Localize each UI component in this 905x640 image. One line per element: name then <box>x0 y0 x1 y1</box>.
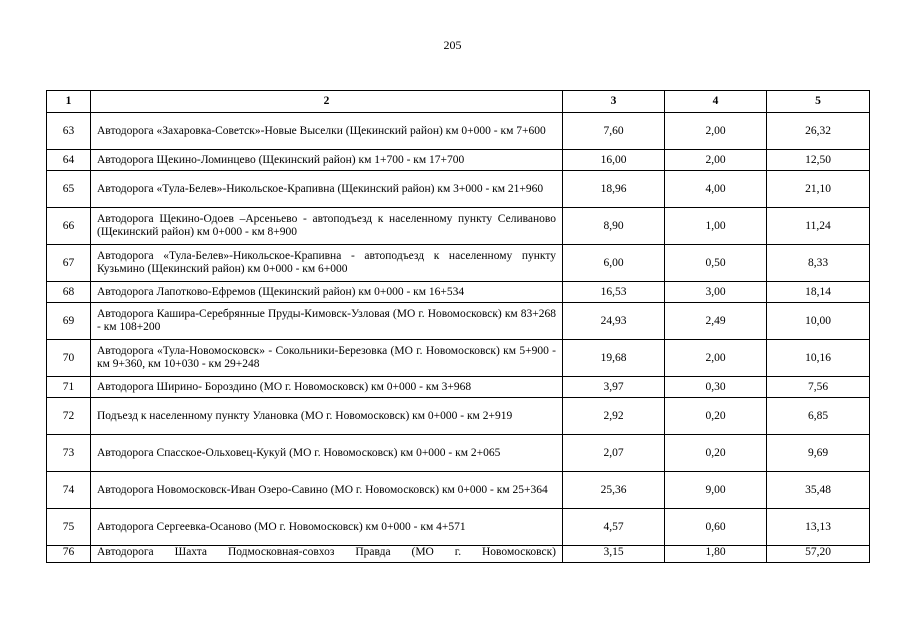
value-col-5: 6,85 <box>767 398 870 435</box>
road-name: Автодорога «Тула-Белев»-Никольское-Крапивна (Щекинский район) км 3+000 - км 21+960 <box>91 171 563 208</box>
value-col-4: 1,00 <box>665 208 767 245</box>
value-col-4: 2,00 <box>665 340 767 377</box>
value-col-3: 3,15 <box>563 546 665 563</box>
road-name: Автодорога Щекино-Одоев –Арсеньево - автоподъезд к населенному пункту Селиваново (Щекинский район) км 0+000 - км 8+900 <box>91 208 563 245</box>
value-col-3: 6,00 <box>563 245 665 282</box>
table-row <box>47 377 870 398</box>
table-row <box>47 150 870 171</box>
value-col-3: 16,53 <box>563 282 665 303</box>
row-number: 71 <box>47 377 91 398</box>
row-number: 69 <box>47 303 91 340</box>
value-col-5: 9,69 <box>767 435 870 472</box>
value-col-5: 18,14 <box>767 282 870 303</box>
value-col-3: 24,93 <box>563 303 665 340</box>
road-name: Автодорога Щекино-Ломинцево (Щекинский район) км 1+700 - км 17+700 <box>91 150 563 171</box>
table-row <box>47 398 870 435</box>
value-col-3: 2,92 <box>563 398 665 435</box>
table-row <box>47 208 870 245</box>
table-row <box>47 113 870 150</box>
value-col-3: 3,97 <box>563 377 665 398</box>
value-col-5: 12,50 <box>767 150 870 171</box>
road-name: Автодорога Кашира-Серебрянные Пруды-Кимовск-Узловая (МО г. Новомосковск) км 83+268 - км 108+200 <box>91 303 563 340</box>
value-col-4: 1,80 <box>665 546 767 563</box>
value-col-5: 8,33 <box>767 245 870 282</box>
value-col-3: 19,68 <box>563 340 665 377</box>
value-col-3: 16,00 <box>563 150 665 171</box>
roads-table <box>46 90 870 563</box>
page-number: 205 <box>443 38 462 52</box>
value-col-4: 3,00 <box>665 282 767 303</box>
value-col-5: 7,56 <box>767 377 870 398</box>
row-number: 70 <box>47 340 91 377</box>
value-col-5: 26,32 <box>767 113 870 150</box>
value-col-4: 0,20 <box>665 435 767 472</box>
road-name: Автодорога «Тула-Новомосковск» - Сокольники-Березовка (МО г. Новомосковск) км 5+900 - км 9+360, км 10+030 - км 29+248 <box>91 340 563 377</box>
header-row <box>47 91 870 113</box>
road-name: Автодорога Лапотково-Ефремов (Щекинский район) км 0+000 - км 16+534 <box>91 282 563 303</box>
value-col-5: 10,16 <box>767 340 870 377</box>
value-col-3: 2,07 <box>563 435 665 472</box>
value-col-5: 35,48 <box>767 472 870 509</box>
value-col-4: 9,00 <box>665 472 767 509</box>
value-col-5: 21,10 <box>767 171 870 208</box>
row-number: 67 <box>47 245 91 282</box>
row-number: 65 <box>47 171 91 208</box>
row-number: 64 <box>47 150 91 171</box>
table-row <box>47 472 870 509</box>
row-number: 75 <box>47 509 91 546</box>
header-cell-2: 2 <box>91 91 563 113</box>
road-name: Автодорога Шахта Подмосковная-совхоз Правда (МО г. Новомосковск) <box>91 546 563 563</box>
road-name: Автодорога Спасское-Ольховец-Кукуй (МО г. Новомосковск) км 0+000 - км 2+065 <box>91 435 563 472</box>
row-number: 74 <box>47 472 91 509</box>
row-number: 68 <box>47 282 91 303</box>
row-number: 76 <box>47 546 91 563</box>
header-cell-5: 5 <box>767 91 870 113</box>
table-row <box>47 340 870 377</box>
value-col-4: 2,00 <box>665 150 767 171</box>
value-col-4: 0,30 <box>665 377 767 398</box>
road-name: Автодорога Ширино- Бороздино (МО г. Новомосковск) км 0+000 - км 3+968 <box>91 377 563 398</box>
value-col-4: 0,50 <box>665 245 767 282</box>
value-col-5: 10,00 <box>767 303 870 340</box>
value-col-5: 11,24 <box>767 208 870 245</box>
table-row <box>47 245 870 282</box>
table-row <box>47 435 870 472</box>
table-row <box>47 282 870 303</box>
row-number: 66 <box>47 208 91 245</box>
value-col-3: 4,57 <box>563 509 665 546</box>
road-name: Автодорога «Захаровка-Советск»-Новые Выселки (Щекинский район) км 0+000 - км 7+600 <box>91 113 563 150</box>
header-cell-1: 1 <box>47 91 91 113</box>
road-name: Автодорога Сергеевка-Осаново (МО г. Новомосковск) км 0+000 - км 4+571 <box>91 509 563 546</box>
table-row <box>47 546 870 563</box>
table-row <box>47 509 870 546</box>
header-cell-4: 4 <box>665 91 767 113</box>
value-col-4: 4,00 <box>665 171 767 208</box>
value-col-4: 2,00 <box>665 113 767 150</box>
table-row <box>47 303 870 340</box>
value-col-3: 7,60 <box>563 113 665 150</box>
value-col-4: 2,49 <box>665 303 767 340</box>
row-number: 63 <box>47 113 91 150</box>
table-row <box>47 171 870 208</box>
value-col-3: 18,96 <box>563 171 665 208</box>
row-number: 73 <box>47 435 91 472</box>
value-col-4: 0,60 <box>665 509 767 546</box>
row-number: 72 <box>47 398 91 435</box>
value-col-3: 8,90 <box>563 208 665 245</box>
value-col-5: 13,13 <box>767 509 870 546</box>
road-name: Автодорога «Тула-Белев»-Никольское-Крапивна - автоподъезд к населенному пункту Кузьмино (Щекинский район) км 0+000 - км 6+000 <box>91 245 563 282</box>
road-name: Подъезд к населенному пункту Улановка (МО г. Новомосковск) км 0+000 - км 2+919 <box>91 398 563 435</box>
value-col-5: 57,20 <box>767 546 870 563</box>
road-name: Автодорога Новомосковск-Иван Озеро-Савино (МО г. Новомосковск) км 0+000 - км 25+364 <box>91 472 563 509</box>
value-col-4: 0,20 <box>665 398 767 435</box>
value-col-3: 25,36 <box>563 472 665 509</box>
header-cell-3: 3 <box>563 91 665 113</box>
